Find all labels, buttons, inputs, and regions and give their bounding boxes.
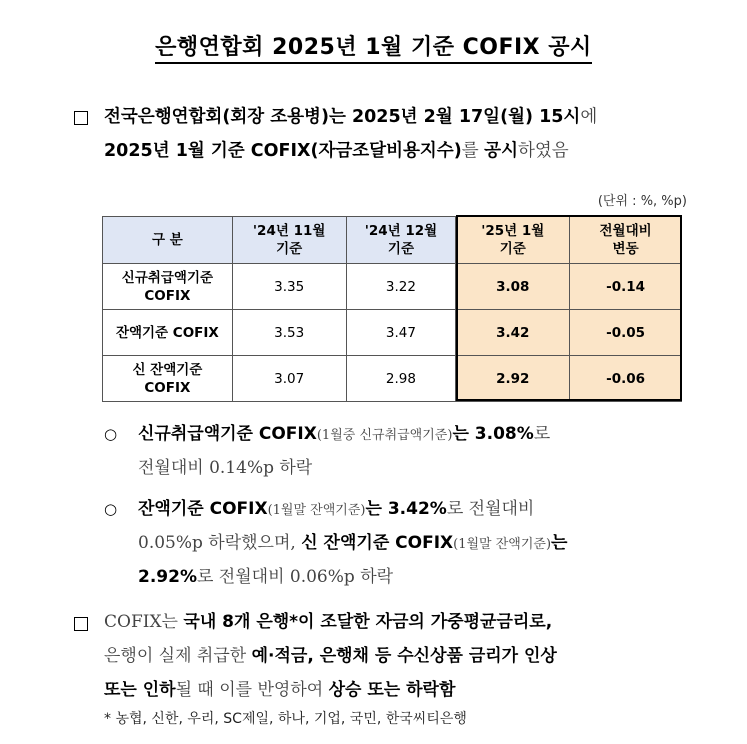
table-cell: -0.05 bbox=[570, 310, 682, 356]
b2-bold2: 는 3.42% bbox=[365, 499, 447, 519]
square-bullet-icon bbox=[74, 111, 88, 125]
table-cell: 3.35 bbox=[232, 264, 346, 310]
header-text: '24년 11월 기준 bbox=[252, 223, 326, 257]
desc-l1-bold: 국내 8개 은행*이 조달한 자금의 가중평균금리로, bbox=[183, 612, 553, 632]
b2-line2-bold2: 는 bbox=[551, 533, 568, 553]
intro-line-1 bbox=[104, 101, 704, 133]
b2-light1: 로 전월대비 bbox=[446, 499, 535, 519]
bullet1-line2: 전월대비 0.14%p 하락 bbox=[138, 458, 313, 478]
header-cell bbox=[456, 217, 570, 264]
intro-line1-bold: 전국은행연합회(회장 조용병)는 2025년 2월 17일(월) 15시 bbox=[104, 107, 581, 127]
row-label-text: 신 잔액기준 COFIX bbox=[132, 361, 203, 396]
circle-bullet-icon: ○ bbox=[104, 500, 118, 518]
bullet2-line2 bbox=[138, 527, 567, 561]
table-cell: 3.08 bbox=[456, 264, 570, 310]
b1-light1: 로 bbox=[533, 424, 551, 444]
intro-line2-light2: 하였음 bbox=[517, 141, 569, 161]
b2-line3-bold: 2.92% bbox=[138, 567, 197, 587]
table-cell: -0.14 bbox=[570, 264, 682, 310]
desc-l2-light: 은행이 실제 취급한 bbox=[104, 646, 252, 666]
cofix-desc-line3 bbox=[104, 674, 455, 707]
b2-bold1: 잔액기준 COFIX bbox=[138, 499, 268, 519]
table-cell: 3.42 bbox=[456, 310, 570, 356]
bullet1-line1 bbox=[138, 418, 550, 452]
intro-line2-bold: 2025년 1월 기준 COFIX(자금조달비용지수) bbox=[104, 141, 462, 161]
table-cell: 3.22 bbox=[346, 264, 456, 310]
header-cell bbox=[232, 217, 346, 264]
desc-l3-bold2: 상승 또는 하락함 bbox=[328, 680, 456, 700]
desc-l1-light: COFIX는 bbox=[104, 612, 184, 632]
b2-line3-light: 로 전월대비 0.06%p 하락 bbox=[196, 567, 394, 587]
table-cell: 2.92 bbox=[456, 356, 570, 402]
b2-line2-light: 0.05%p 하락했으며, bbox=[138, 533, 302, 553]
circle-bullet-icon: ○ bbox=[104, 425, 118, 443]
cofix-table bbox=[102, 216, 682, 402]
table-cell: 3.53 bbox=[232, 310, 346, 356]
footnote: * 농협, 신한, 우리, SC제일, 하나, 기업, 국민, 한국씨티은행 bbox=[104, 711, 467, 727]
table-header-row bbox=[103, 217, 682, 264]
page-title bbox=[0, 30, 747, 61]
row-label-text: 잔액기준 COFIX bbox=[115, 324, 219, 341]
b1-small: (1월중 신규취급액기준) bbox=[316, 428, 453, 443]
header-cell bbox=[346, 217, 456, 264]
page-title-text: 은행연합회 2025년 1월 기준 COFIX 공시 bbox=[155, 35, 592, 64]
header-text: 전월대비 변동 bbox=[599, 223, 652, 257]
intro-line2-light1: 를 bbox=[461, 141, 485, 161]
table-row bbox=[103, 356, 682, 402]
bullet2-line1 bbox=[138, 493, 534, 527]
table-row bbox=[103, 264, 682, 310]
row-label bbox=[103, 310, 233, 356]
square-bullet-icon bbox=[74, 617, 88, 631]
row-label-text: 신규취급액기준 COFIX bbox=[121, 269, 214, 304]
b2-small: (1월말 잔액기준) bbox=[267, 503, 366, 518]
desc-l3-bold1: 또는 인하 bbox=[104, 680, 176, 700]
unit-label: (단위 : %, %p) bbox=[597, 194, 687, 209]
header-cell bbox=[103, 217, 233, 264]
b1-bold2: 는 3.08% bbox=[452, 424, 534, 444]
table-cell: 2.98 bbox=[346, 356, 456, 402]
b1-bold1: 신규취급액기준 COFIX bbox=[138, 424, 317, 444]
desc-l2-bold: 예·적금, 은행채 등 수신상품 금리가 인상 bbox=[251, 646, 557, 666]
b2-line2-small: (1월말 잔액기준) bbox=[453, 537, 552, 552]
intro-line2-bold2: 공시 bbox=[484, 141, 518, 161]
desc-l3-light: 될 때 이를 반영하여 bbox=[175, 680, 329, 700]
header-cell bbox=[570, 217, 682, 264]
row-label bbox=[103, 356, 233, 402]
cofix-desc-line2 bbox=[104, 640, 557, 673]
intro-line-2 bbox=[104, 135, 704, 167]
table-cell: 3.07 bbox=[232, 356, 346, 402]
b2-line2-bold: 신 잔액기준 COFIX bbox=[301, 533, 454, 553]
cofix-desc-line1 bbox=[104, 606, 552, 639]
header-text: '25년 1월 기준 bbox=[481, 223, 545, 257]
table-row bbox=[103, 310, 682, 356]
table-cell: -0.06 bbox=[570, 356, 682, 402]
header-text: 구 분 bbox=[151, 232, 183, 248]
intro-line1-tail: 에 bbox=[580, 107, 598, 127]
bullet2-line3 bbox=[138, 561, 393, 594]
row-label bbox=[103, 264, 233, 310]
header-text: '24년 12월 기준 bbox=[364, 223, 438, 257]
table-cell: 3.47 bbox=[346, 310, 456, 356]
